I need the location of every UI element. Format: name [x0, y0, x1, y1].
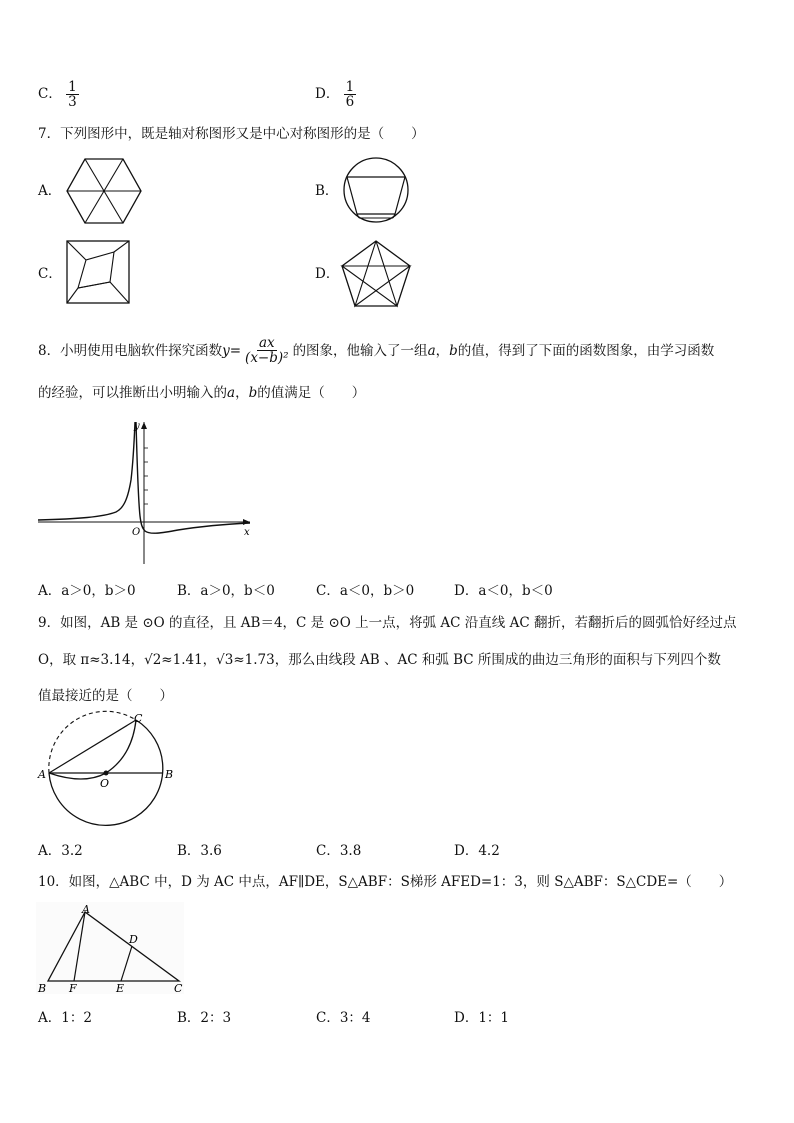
q7-label-c: C．: [38, 266, 62, 282]
q6-option-d: [315, 80, 356, 109]
tri-point-c: C: [174, 982, 183, 995]
q9-option-c: C．3.8: [316, 843, 362, 859]
q8-option-a: A．a＞0，b＞0: [38, 583, 136, 599]
q7-label-a: A．: [38, 183, 62, 199]
q8-function-graph: [38, 418, 258, 568]
point-c-label: C: [134, 712, 143, 725]
q7-figure-hexagon: [66, 158, 142, 224]
q7-stem: 7．下列图形中，既是轴对称图形又是中心对称图形的是（ ）: [38, 126, 425, 142]
q7-label-b: B．: [315, 183, 339, 199]
q7-figure-circle-trapezoid: [342, 156, 410, 224]
q7-label-d: D．: [315, 266, 340, 282]
q8-stem-line1: 8．小明使用电脑软件探究函数 y = $\frac{ax}{\text{(x−b)²}}$ 的图象，他输入了一组 a ， b 的值，得到了下面的函数图象，由学习函数: [38, 335, 715, 367]
tri-point-e: E: [116, 982, 125, 995]
graph-x-label: x: [244, 527, 250, 538]
q9-stem-line1: 9．如图，AB 是 ⊙O 的直径，且 AB＝4，C 是 ⊙O 上一点，将弧 AC 沿直线 AC 翻折，若翻折后的圆弧恰好经过点: [38, 615, 737, 631]
q6-option-c: [38, 80, 79, 109]
q10-triangle-figure: [36, 902, 186, 996]
q9-stem-line3: 值最接近的是（ ）: [38, 688, 173, 704]
q10-option-c: C．3：4: [316, 1010, 371, 1026]
q10-option-a: A．1：2: [38, 1010, 92, 1026]
graph-origin-label: O: [132, 527, 141, 538]
fraction: $\frac{1}{6}$: [345, 79, 355, 111]
q8-option-c: C．a＜0，b＞0: [316, 583, 415, 599]
q9-option-d: D．4.2: [454, 843, 500, 859]
tri-point-f: F: [69, 982, 77, 995]
option-letter: C．: [38, 86, 62, 103]
tri-point-b: B: [38, 982, 47, 995]
tri-point-d: D: [129, 933, 138, 946]
option-letter: D．: [315, 86, 340, 103]
graph-y-label: y: [134, 421, 140, 432]
q8-option-b: B．a＞0，b＜0: [177, 583, 275, 599]
function-fraction: $\frac{ax}{\text{(x−b)²}}$: [245, 335, 289, 367]
q7-figure-pentagram: [340, 240, 412, 308]
point-b-label: B: [165, 768, 174, 781]
q10-stem: 10．如图，△ABC 中，D 为 AC 中点，AF∥DE，S△ABF：S梯形 AFED=1：3，则 S△ABF：S△CDE=（ ）: [38, 874, 733, 890]
q9-circle-figure: [36, 710, 186, 838]
q8-stem-line2: 的经验，可以推断出小明输入的a，b的值满足（ ）: [38, 385, 366, 401]
point-o-label: O: [100, 777, 110, 790]
q9-stem-line2: O，取 π≈3.14，√2≈1.41，√3≈1.73，那么由线段 AB 、AC 和弧 BC 所围成的曲边三角形的面积与下列四个数: [38, 652, 721, 668]
q10-option-b: B．2：3: [177, 1010, 232, 1026]
fraction: $\frac{1}{3}$: [68, 79, 77, 111]
q7-figure-square-pinwheel: [66, 240, 130, 304]
tri-point-a: A: [82, 903, 90, 916]
q9-option-a: A．3.2: [38, 843, 83, 859]
q10-option-d: D．1：1: [454, 1010, 510, 1026]
point-a-label: A: [38, 768, 46, 781]
q9-option-b: B．3.6: [177, 843, 222, 859]
q8-option-d: D．a＜0，b＜0: [454, 583, 553, 599]
